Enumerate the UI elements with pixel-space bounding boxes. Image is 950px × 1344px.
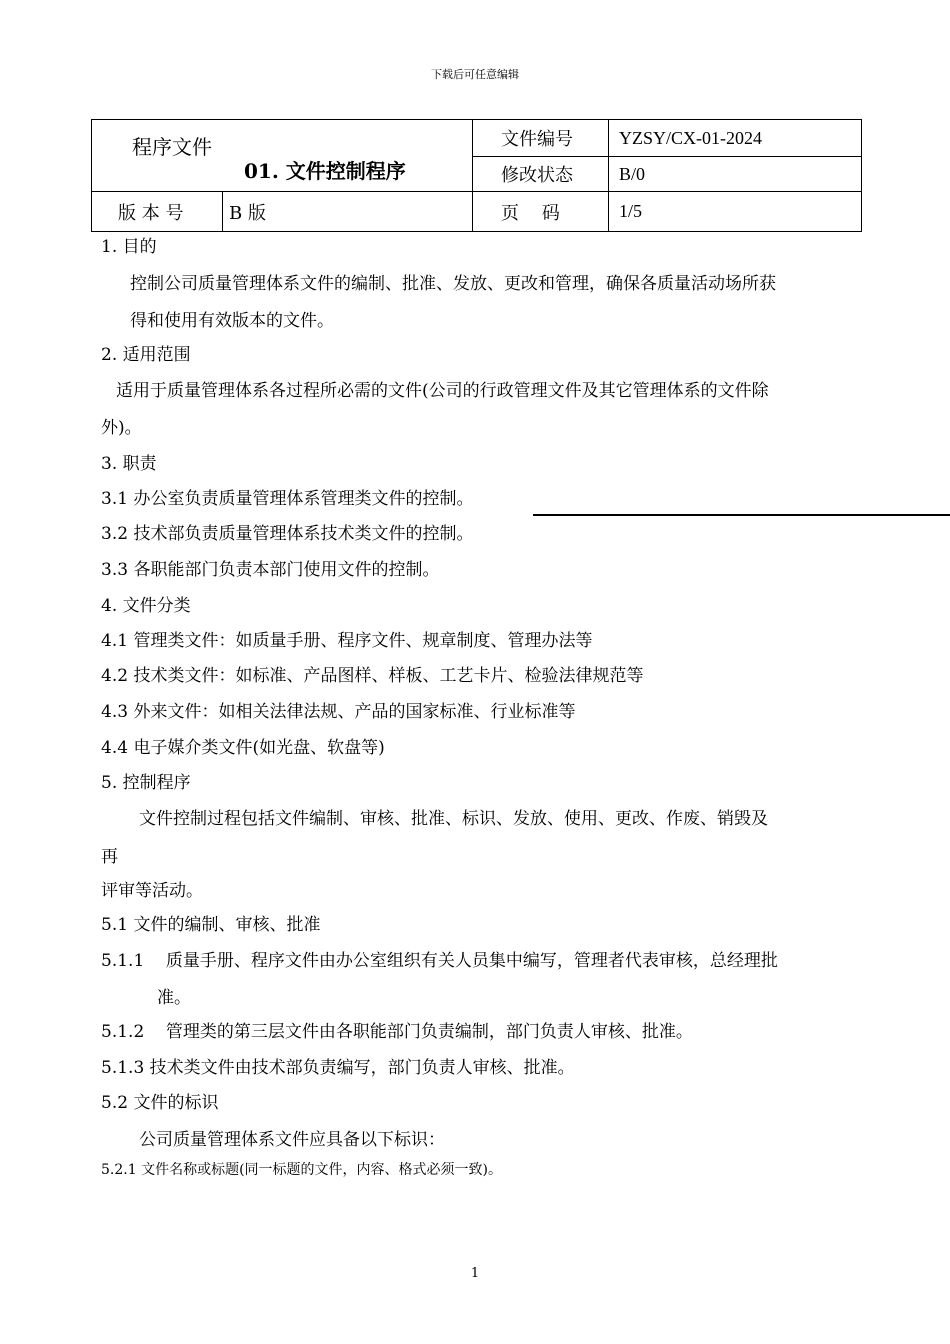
list-item: 5.1.2 管理类的第三层文件由各职能部门负责编制，部门负责人审核、批准。 xyxy=(101,1022,693,1042)
paragraph-line: 准。 xyxy=(157,988,191,1008)
section-1-heading: 1. 目的 xyxy=(101,237,157,257)
paragraph-line: 再 xyxy=(101,847,118,867)
subsection-heading: 5.1 文件的编制、审核、批准 xyxy=(101,915,321,935)
paragraph-line: 适用于质量管理体系各过程所必需的文件(公司的行政管理文件及其它管理体系的文件除 xyxy=(116,381,769,401)
section-2-heading: 2. 适用范围 xyxy=(101,345,191,365)
document-info-table xyxy=(91,119,862,232)
doc-number-label: 文件编号 xyxy=(473,120,609,157)
version-value: B 版 xyxy=(223,192,473,232)
document-type-label: 程序文件 xyxy=(132,134,212,159)
paragraph-line: 得和使用有效版本的文件。 xyxy=(130,311,334,331)
horizontal-rule xyxy=(533,514,950,516)
list-item: 3.1 办公室负责质量管理体系管理类文件的控制。 xyxy=(101,489,474,509)
list-item: 4.2 技术类文件：如标准、产品图样、样板、工艺卡片、检验法律规范等 xyxy=(101,666,644,686)
paragraph-line: 评审等活动。 xyxy=(101,881,203,901)
title-cell xyxy=(92,120,473,192)
list-item: 4.4 电子媒介类文件(如光盘、软盘等) xyxy=(101,738,385,758)
list-item: 3.2 技术部负责质量管理体系技术类文件的控制。 xyxy=(101,524,474,544)
page-value: 1/5 xyxy=(609,192,862,232)
page-label: 页 码 xyxy=(473,192,609,232)
paragraph-line: 控制公司质量管理体系文件的编制、批准、发放、更改和管理，确保各质量活动场所获 xyxy=(130,274,776,294)
section-3-heading: 3. 职责 xyxy=(101,454,157,474)
list-item: 3.3 各职能部门负责本部门使用文件的控制。 xyxy=(101,560,440,580)
list-item: 5.1.3 技术类文件由技术部负责编写，部门负责人审核、批准。 xyxy=(101,1058,575,1078)
list-item: 5.2.1 文件名称或标题(同一标题的文件，内容、格式必须一致)。 xyxy=(101,1162,502,1178)
paragraph-line: 文件控制过程包括文件编制、审核、批准、标识、发放、使用、更改、作废、销毁及 xyxy=(139,809,768,829)
section-5-heading: 5. 控制程序 xyxy=(101,773,191,793)
list-item: 5.1.1 质量手册、程序文件由办公室组织有关人员集中编写，管理者代表审核，总经理批 xyxy=(101,951,778,971)
paragraph-line: 公司质量管理体系文件应具备以下标识： xyxy=(139,1130,445,1150)
list-item: 4.3 外来文件：如相关法律法规、产品的国家标准、行业标准等 xyxy=(101,702,576,722)
version-label: 版 本 号 xyxy=(92,192,223,232)
header-note: 下载后可任意编辑 xyxy=(431,68,519,81)
document-title: 01. 文件控制程序 xyxy=(244,158,406,183)
page-number: 1 xyxy=(470,1266,480,1281)
revision-label: 修改状态 xyxy=(473,157,609,192)
list-item: 4.1 管理类文件：如质量手册、程序文件、规章制度、管理办法等 xyxy=(101,631,593,651)
paragraph-line: 外)。 xyxy=(101,418,142,438)
doc-number-value: YZSY/CX-01-2024 xyxy=(609,120,862,157)
revision-value: B/0 xyxy=(609,157,862,192)
section-4-heading: 4. 文件分类 xyxy=(101,596,191,616)
subsection-heading: 5.2 文件的标识 xyxy=(101,1093,219,1113)
